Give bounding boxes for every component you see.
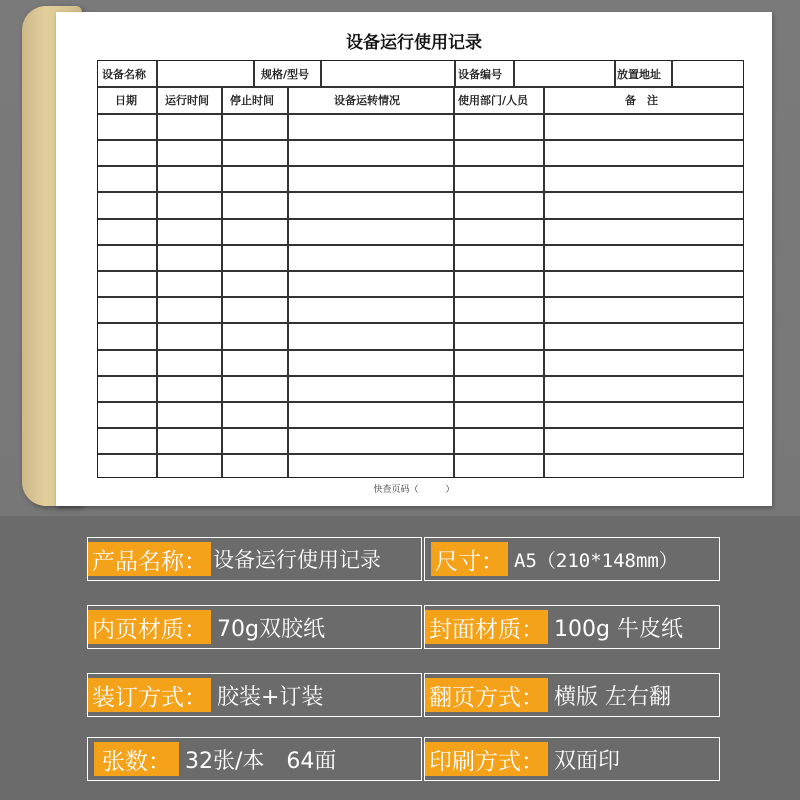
table-row-line bbox=[98, 191, 743, 193]
spec-value: 胶装+订装 bbox=[217, 684, 324, 710]
spec-printing bbox=[424, 737, 720, 781]
form-table bbox=[97, 60, 744, 478]
form-sheet bbox=[56, 12, 772, 506]
header-divider bbox=[253, 61, 255, 86]
column-divider bbox=[453, 86, 455, 477]
header-divider bbox=[454, 61, 456, 86]
label-device-name: 设备名称 bbox=[102, 68, 146, 81]
spec-size bbox=[424, 537, 720, 581]
spec-value: 横版 左右翻 bbox=[554, 684, 671, 710]
spec-value: 100g 牛皮纸 bbox=[554, 616, 683, 642]
spec-label: 产品名称： bbox=[88, 542, 211, 576]
table-row-line bbox=[98, 453, 743, 455]
table-row-line bbox=[98, 375, 743, 377]
table-row-line bbox=[98, 427, 743, 429]
label-spec-model: 规格/型号 bbox=[261, 68, 310, 81]
spec-label: 装订方式： bbox=[88, 678, 211, 712]
label-location: 放置地址 bbox=[617, 68, 661, 81]
header-divider bbox=[671, 61, 673, 86]
col-stop-time: 停止时间 bbox=[230, 94, 274, 107]
table-row-line bbox=[98, 86, 743, 88]
col-status: 设备运转情况 bbox=[334, 94, 400, 107]
label-device-no: 设备编号 bbox=[458, 68, 502, 81]
spec-sheet-count bbox=[87, 737, 422, 781]
table-row-line bbox=[98, 113, 743, 115]
spec-label: 封面材质： bbox=[425, 610, 548, 644]
spec-label: 内页材质： bbox=[88, 610, 211, 644]
header-divider bbox=[614, 61, 616, 86]
header-divider bbox=[513, 61, 515, 86]
spec-product-name bbox=[87, 537, 422, 581]
spec-value: 设备运行使用记录 bbox=[213, 548, 381, 572]
spec-cover-paper bbox=[424, 605, 720, 649]
spec-binding bbox=[87, 673, 422, 717]
column-divider bbox=[221, 86, 223, 477]
col-remark: 备 注 bbox=[625, 94, 658, 107]
column-divider bbox=[287, 86, 289, 477]
spec-value: 双面印 bbox=[554, 748, 621, 774]
col-run-time: 运行时间 bbox=[165, 94, 209, 107]
table-row-line bbox=[98, 322, 743, 324]
spec-value: 70g双胶纸 bbox=[217, 616, 325, 642]
spec-page-turn bbox=[424, 673, 720, 717]
table-row-line bbox=[98, 244, 743, 246]
header-divider bbox=[320, 61, 322, 86]
table-row-line bbox=[98, 139, 743, 141]
table-row-line bbox=[98, 349, 743, 351]
spec-inner-paper bbox=[87, 605, 422, 649]
page-index-note: 快查页码（ ） bbox=[373, 485, 455, 495]
spec-value: A5（210*148mm） bbox=[514, 549, 678, 572]
spec-label: 翻页方式： bbox=[425, 678, 548, 712]
table-row-line bbox=[98, 218, 743, 220]
spec-label: 尺寸： bbox=[431, 542, 508, 576]
column-divider bbox=[156, 86, 158, 477]
table-row-line bbox=[98, 270, 743, 272]
table-row-line bbox=[98, 401, 743, 403]
spec-label: 张数： bbox=[94, 742, 179, 776]
header-divider bbox=[156, 61, 158, 86]
col-department: 使用部门/人员 bbox=[458, 94, 529, 107]
table-row-line bbox=[98, 165, 743, 167]
form-title: 设备运行使用记录 bbox=[346, 33, 482, 53]
col-date: 日期 bbox=[115, 94, 137, 107]
spec-label: 印刷方式： bbox=[425, 742, 548, 776]
table-row-line bbox=[98, 296, 743, 298]
column-divider bbox=[543, 86, 545, 477]
spec-value: 32张/本 64面 bbox=[185, 748, 337, 774]
